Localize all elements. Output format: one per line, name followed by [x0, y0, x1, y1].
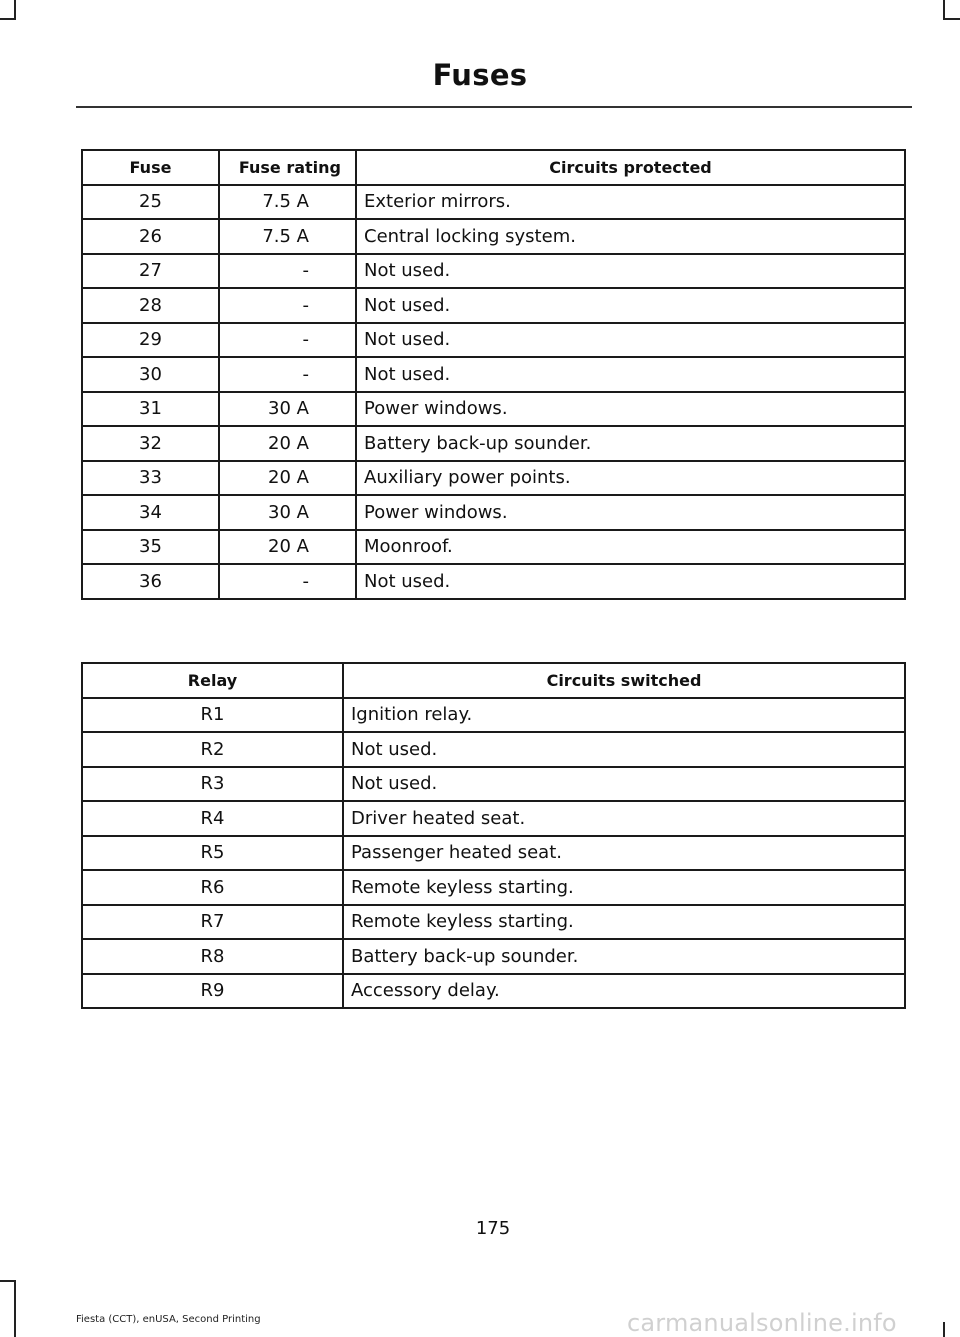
- fuse-number-cell: 33: [82, 461, 219, 496]
- circuit-switched-cell: Accessory delay.: [343, 974, 905, 1009]
- relay-table: [81, 662, 906, 1009]
- fuse-rating-cell: 7.5 A: [219, 185, 356, 220]
- relay-id-cell: R3: [82, 767, 343, 802]
- column-header-fuse: Fuse: [82, 150, 219, 185]
- circuit-cell: Not used.: [356, 254, 905, 289]
- page-number: 175: [475, 1218, 511, 1239]
- document-info: Fiesta (CCT), enUSA, Second Printing: [76, 1314, 261, 1325]
- circuit-cell: Not used.: [356, 323, 905, 358]
- crop-mark: [943, 1322, 945, 1337]
- table-row: [82, 974, 905, 1009]
- relay-id-cell: R9: [82, 974, 343, 1009]
- table-row: [82, 767, 905, 802]
- column-header-relay: Relay: [82, 663, 343, 698]
- relay-id-cell: R4: [82, 801, 343, 836]
- circuit-cell: Exterior mirrors.: [356, 185, 905, 220]
- fuse-rating-cell: 20 A: [219, 461, 356, 496]
- title-divider: [76, 106, 912, 108]
- table-row: [82, 732, 905, 767]
- fuse-number-cell: 36: [82, 564, 219, 599]
- circuit-switched-cell: Not used.: [343, 767, 905, 802]
- table-row: [82, 254, 905, 289]
- page-title: Fuses: [432, 58, 528, 92]
- circuit-cell: Not used.: [356, 288, 905, 323]
- fuse-rating-cell: 20 A: [219, 426, 356, 461]
- table-row: [82, 530, 905, 565]
- circuit-cell: Battery back-up sounder.: [356, 426, 905, 461]
- table-row: [82, 564, 905, 599]
- table-header-row: [82, 663, 905, 698]
- table-row: [82, 836, 905, 871]
- circuit-switched-cell: Driver heated seat.: [343, 801, 905, 836]
- fuse-number-cell: 28: [82, 288, 219, 323]
- crop-mark: [14, 1280, 16, 1337]
- relay-id-cell: R2: [82, 732, 343, 767]
- fuse-number-cell: 29: [82, 323, 219, 358]
- fuse-rating-cell: 7.5 A: [219, 219, 356, 254]
- circuit-cell: Not used.: [356, 357, 905, 392]
- relay-id-cell: R6: [82, 870, 343, 905]
- circuit-cell: Power windows.: [356, 495, 905, 530]
- column-header-fuse-rating: Fuse rating: [219, 150, 356, 185]
- fuse-number-cell: 31: [82, 392, 219, 427]
- fuse-rating-cell: -: [219, 323, 356, 358]
- fuse-number-cell: 30: [82, 357, 219, 392]
- fuse-number-cell: 26: [82, 219, 219, 254]
- relay-id-cell: R5: [82, 836, 343, 871]
- table-row: [82, 939, 905, 974]
- crop-mark: [943, 18, 960, 20]
- circuit-cell: Not used.: [356, 564, 905, 599]
- column-header-circuits-protected: Circuits protected: [356, 150, 905, 185]
- fuse-table: [81, 149, 906, 600]
- relay-id-cell: R1: [82, 698, 343, 733]
- table-row: [82, 698, 905, 733]
- fuse-table-body: [82, 185, 905, 599]
- fuse-number-cell: 32: [82, 426, 219, 461]
- fuse-rating-cell: 30 A: [219, 495, 356, 530]
- fuse-number-cell: 25: [82, 185, 219, 220]
- circuit-switched-cell: Remote keyless starting.: [343, 870, 905, 905]
- fuse-rating-cell: 30 A: [219, 392, 356, 427]
- table-row: [82, 357, 905, 392]
- crop-mark: [943, 0, 945, 18]
- table-row: [82, 323, 905, 358]
- table-row: [82, 905, 905, 940]
- circuit-cell: Power windows.: [356, 392, 905, 427]
- crop-mark: [0, 18, 16, 20]
- fuse-rating-cell: -: [219, 357, 356, 392]
- circuit-switched-cell: Ignition relay.: [343, 698, 905, 733]
- fuse-rating-cell: -: [219, 288, 356, 323]
- crop-mark: [0, 1280, 16, 1282]
- circuit-cell: Auxiliary power points.: [356, 461, 905, 496]
- circuit-cell: Moonroof.: [356, 530, 905, 565]
- table-row: [82, 495, 905, 530]
- table-row: [82, 288, 905, 323]
- watermark: carmanualsonline.info: [627, 1309, 897, 1337]
- table-row: [82, 801, 905, 836]
- circuit-switched-cell: Battery back-up sounder.: [343, 939, 905, 974]
- table-row: [82, 870, 905, 905]
- table-row: [82, 185, 905, 220]
- fuse-number-cell: 34: [82, 495, 219, 530]
- table-row: [82, 426, 905, 461]
- crop-mark: [14, 0, 16, 18]
- table-row: [82, 461, 905, 496]
- relay-id-cell: R8: [82, 939, 343, 974]
- table-row: [82, 392, 905, 427]
- fuse-number-cell: 27: [82, 254, 219, 289]
- circuit-switched-cell: Passenger heated seat.: [343, 836, 905, 871]
- fuse-rating-cell: -: [219, 254, 356, 289]
- fuse-number-cell: 35: [82, 530, 219, 565]
- fuse-rating-cell: 20 A: [219, 530, 356, 565]
- circuit-cell: Central locking system.: [356, 219, 905, 254]
- relay-id-cell: R7: [82, 905, 343, 940]
- table-row: [82, 219, 905, 254]
- table-header-row: [82, 150, 905, 185]
- circuit-switched-cell: Not used.: [343, 732, 905, 767]
- relay-table-body: [82, 698, 905, 1009]
- circuit-switched-cell: Remote keyless starting.: [343, 905, 905, 940]
- column-header-circuits-switched: Circuits switched: [343, 663, 905, 698]
- fuse-rating-cell: -: [219, 564, 356, 599]
